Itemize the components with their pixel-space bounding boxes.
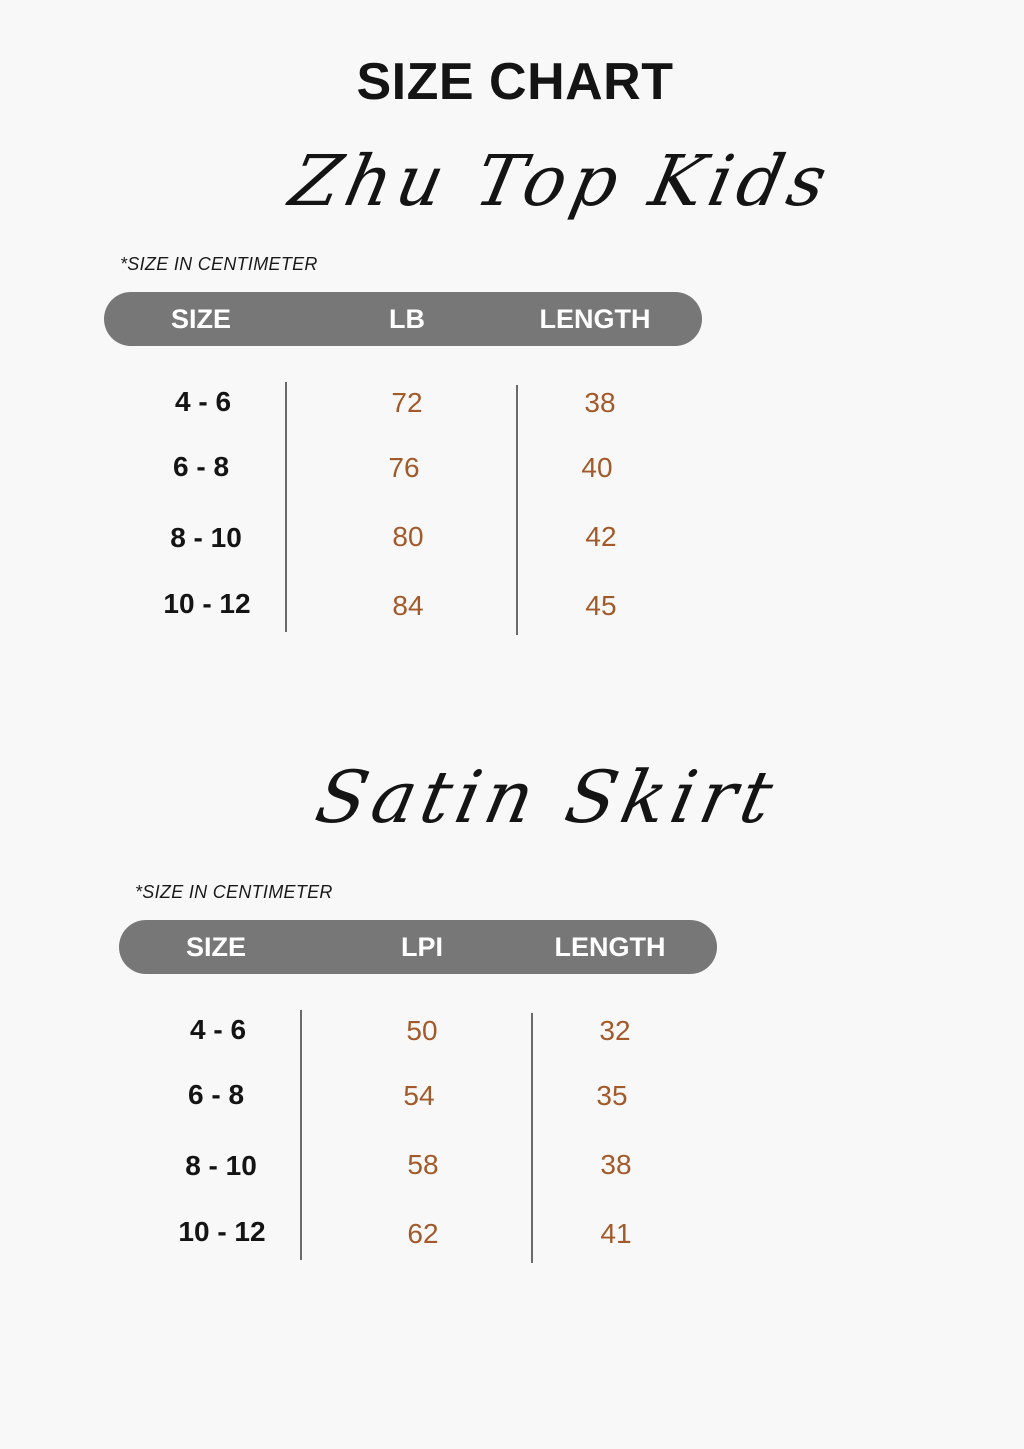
size-unit-note: *SIZE IN CENTIMETER <box>135 882 333 902</box>
lb-cell: 84 <box>392 590 424 621</box>
size-cell: 6 - 8 <box>187 1079 245 1110</box>
column-divider <box>531 1013 533 1263</box>
lb-cell: 72 <box>391 387 423 418</box>
header-length: LENGTH <box>539 304 651 334</box>
length-cell: 38 <box>584 387 616 418</box>
size-unit-note: *SIZE IN CENTIMETER <box>120 254 318 274</box>
lb-cell: 76 <box>388 452 420 483</box>
size-cell: 4 - 6 <box>174 386 232 417</box>
section-title-satin-skirt: Satin Skirt <box>309 755 786 839</box>
size-cell: 10 - 12 <box>178 1216 266 1247</box>
header-lpi: LPI <box>400 932 443 962</box>
size-cell: 6 - 8 <box>172 451 230 482</box>
header-lb: LB <box>389 304 425 334</box>
section-title-zhu-top-kids: Zhu Top Kids <box>283 140 840 222</box>
length-cell: 40 <box>581 452 613 483</box>
length-cell: 38 <box>600 1149 632 1180</box>
lpi-cell: 62 <box>407 1218 439 1249</box>
size-cell: 8 - 10 <box>170 522 242 553</box>
length-cell: 32 <box>599 1015 631 1046</box>
size-cell: 8 - 10 <box>185 1150 257 1181</box>
lpi-cell: 54 <box>403 1080 435 1111</box>
page-title: SIZE CHART <box>356 53 674 111</box>
lpi-cell: 58 <box>407 1149 439 1180</box>
length-cell: 41 <box>600 1218 632 1249</box>
length-cell: 35 <box>596 1080 628 1111</box>
size-cell: 10 - 12 <box>163 588 251 619</box>
header-size: SIZE <box>185 932 246 962</box>
length-cell: 45 <box>585 590 617 621</box>
lpi-cell: 50 <box>406 1015 438 1046</box>
length-cell: 42 <box>585 521 617 552</box>
header-length: LENGTH <box>554 932 666 962</box>
lb-cell: 80 <box>392 521 424 552</box>
size-cell: 4 - 6 <box>189 1014 247 1045</box>
header-size: SIZE <box>170 304 231 334</box>
table-header-bar <box>104 292 702 346</box>
table-header-bar <box>119 920 717 974</box>
column-divider <box>516 385 518 635</box>
